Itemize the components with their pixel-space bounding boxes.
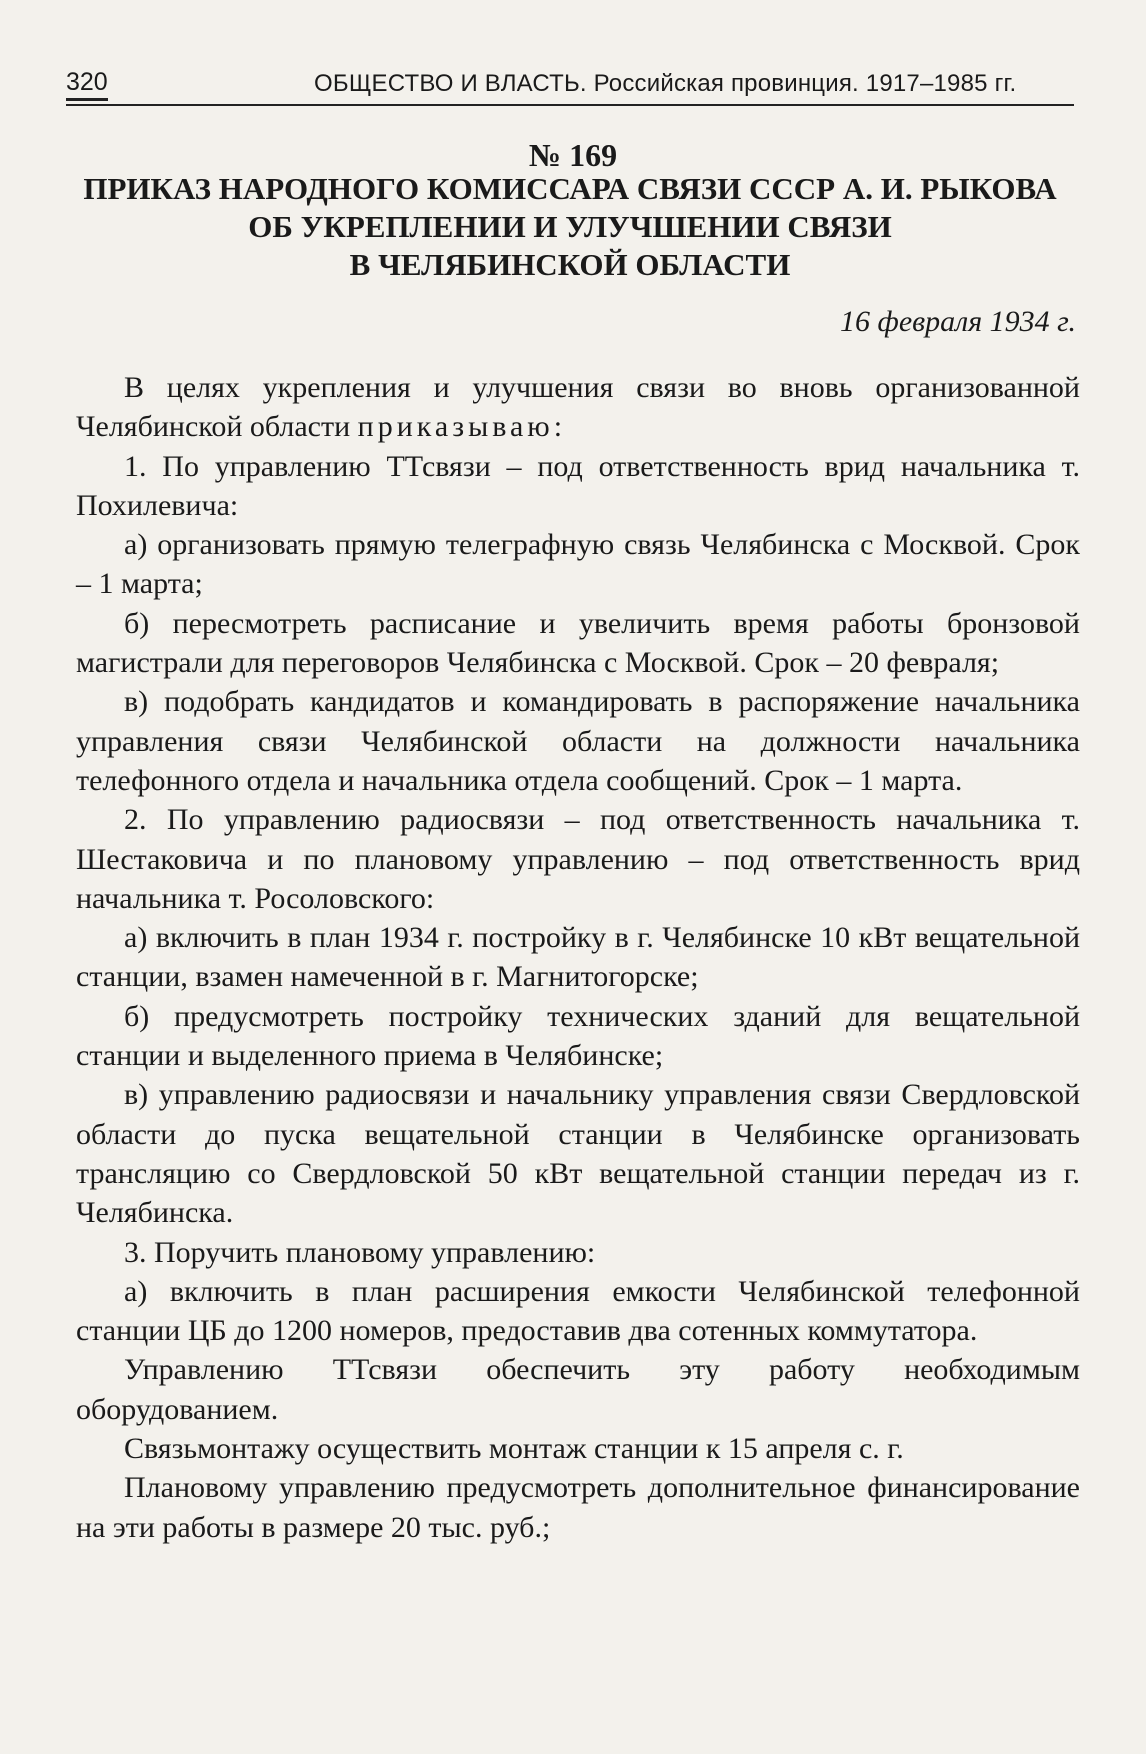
paragraph: б) пересмотреть расписание и увеличить время работы бронзовой магистрали для переговоров Челябинска с Москвой. Срок – 20 февраля;	[76, 606, 1080, 680]
paragraph: Связьмонтажу осуществить монтаж станции к 15 апреля с. г.	[124, 1432, 904, 1466]
paragraph: Плановому управлению предусмотреть дополнительное финансирование на эти работы в размере 20 тыс. руб.;	[76, 1471, 1080, 1544]
document-title	[60, 170, 1080, 284]
paragraph: 1. По управлению ТТсвязи – под ответственность врид начальника т. Похилевича:	[76, 449, 1080, 522]
order-word: приказываю	[357, 410, 554, 444]
paragraph: а) включить в план 1934 г. постройку в г. Челябинске 10 кВт вещательной станции, взамен намеченной в г. Магнитогорске;	[76, 921, 1080, 994]
paragraph: а) включить в план расширения емкости Челябинской телефонной станции ЦБ до 1200 номеров, предоставив два сотенных коммутатора.	[76, 1274, 1080, 1348]
paragraph: 3. Поручить плановому управлению:	[124, 1235, 596, 1269]
paragraph: 2. По управлению радиосвязи – под ответственность начальника т. Шестаковича и по плановому управлению – под ответственность врид начальника т. Росоловского:	[76, 803, 1080, 915]
title-line: ПРИКАЗ НАРОДНОГО КОМИССАРА СВЯЗИ СССР А. И. РЫКОВА	[83, 171, 1057, 206]
paragraph: Управлению ТТсвязи обеспечить эту работу необходимым оборудованием.	[76, 1353, 1080, 1426]
paragraph: а) организовать прямую телеграфную связь Челябинска с Москвой. Срок – 1 марта;	[76, 528, 1080, 601]
intro-text: В целях укрепления и улучшения связи во вновь организованной Челябинской области	[76, 371, 1080, 444]
document-date: 16 февраля 1934 г.	[840, 305, 1076, 338]
title-line: В ЧЕЛЯБИНСКОЙ ОБЛАСТИ	[349, 247, 791, 282]
document-body	[76, 368, 1080, 1547]
document-number: № 169	[528, 137, 618, 173]
intro-paragraph	[76, 368, 1080, 447]
paragraph: в) подобрать кандидатов и командировать в распоряжение начальника управления связи Челябинской области на должности начальника телефонного отдела и начальника отдела сообщений. Срок – 1 марта.	[76, 685, 1080, 797]
paragraph: б) предусмотреть постройку технических зданий для вещательной станции и выделенного приема в Челябинске;	[76, 999, 1080, 1073]
page-number: 320	[66, 68, 108, 101]
title-line: ОБ УКРЕПЛЕНИИ И УЛУЧШЕНИИ СВЯЗИ	[248, 209, 892, 244]
running-title: ОБЩЕСТВО И ВЛАСТЬ. Российская провинция. 1917–1985 гг.	[314, 70, 1017, 97]
page-header	[66, 64, 1074, 106]
paragraph: в) управлению радиосвязи и начальнику управления связи Свердловской области до пуска вещательной станции в Челябинске организовать трансляцию со Свердловской 50 кВт вещательной станции передач из г. Челябинска.	[76, 1078, 1080, 1230]
intro-colon: :	[553, 410, 563, 444]
